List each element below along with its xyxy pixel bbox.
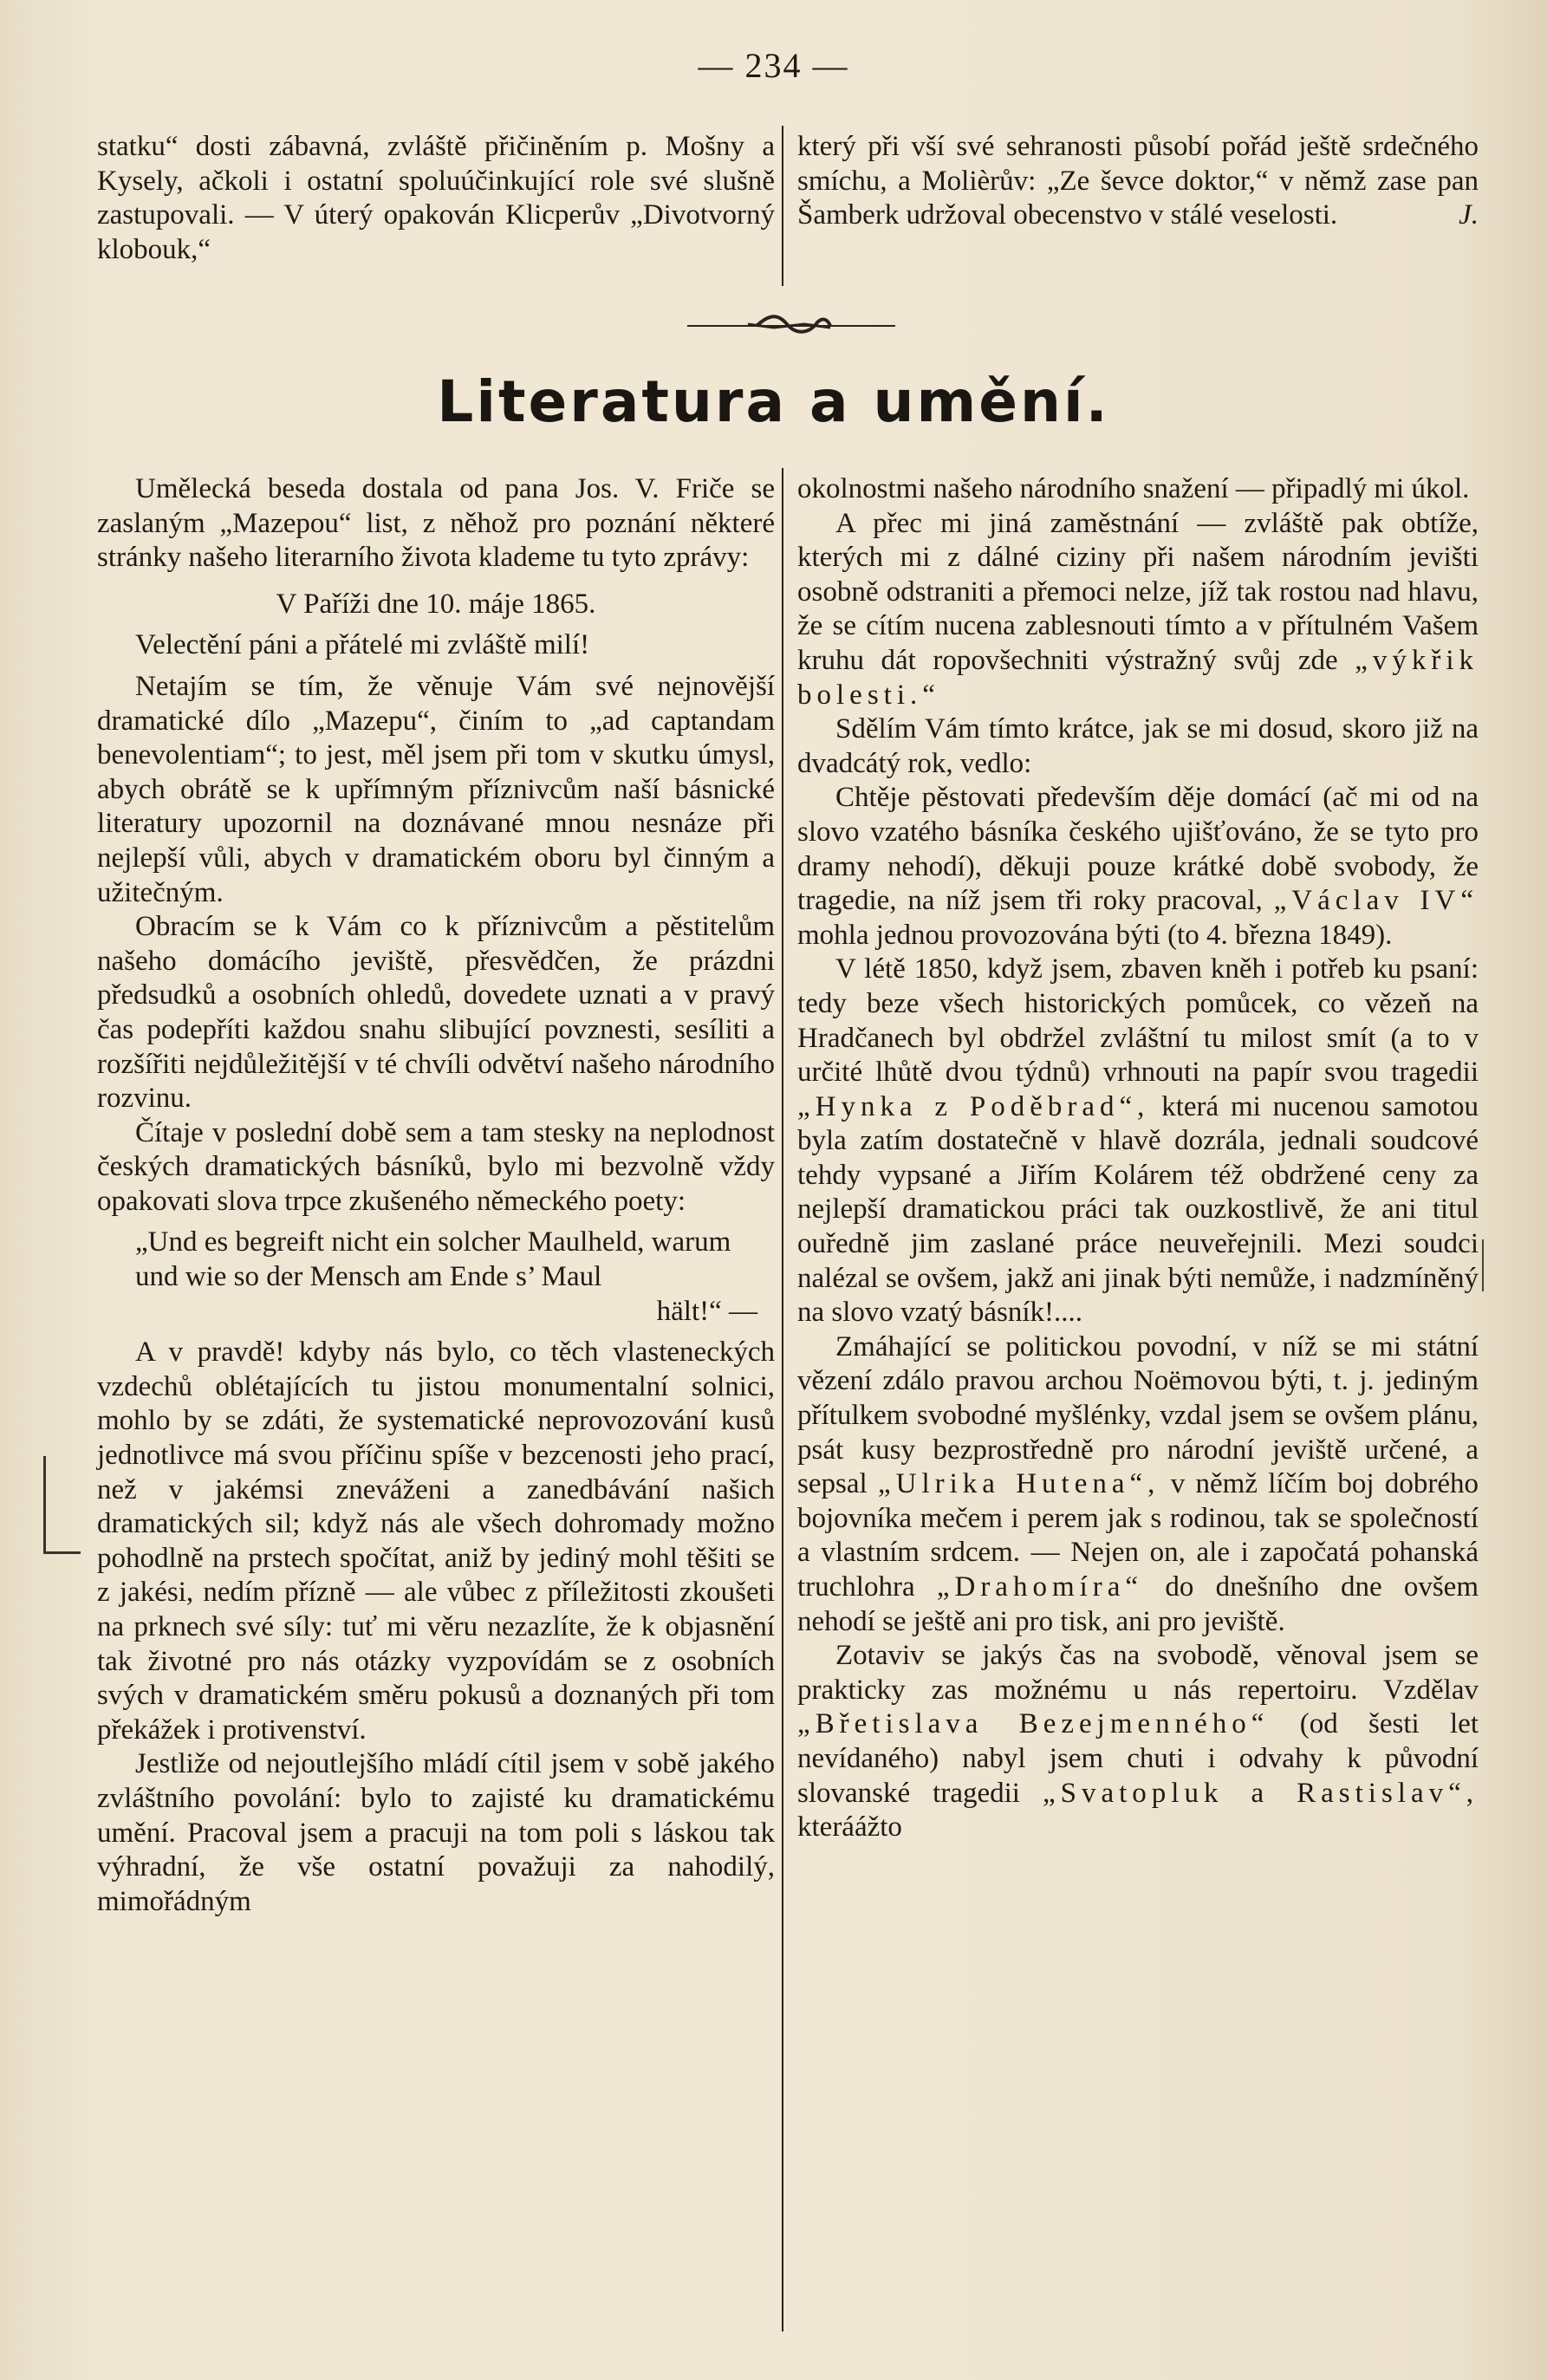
- paragraph: Netajím se tím, že věnuje Vám své nejnovější dramatické dílo „Mazepu“, činím to „ad captandam benevolentiam“; to jest, měl jsem při tom v skutku úmysl, abych obrátě se k upřímným příznivcům naší básnické literatury upozornil na doznávané mnou nesnáze při nejlepší vůli, abych v dramatickém oboru byl činným a užitečným.: [97, 670, 775, 908]
- top-left-text: statku“ dosti zábavná, zvláště přičiněním p. Mošny a Kysely, ačkoli i ostatní spoluúčinkující role své slušně zastupovali. — V úterý opakován Klicperův „Divotvorný klobouk,“: [97, 131, 775, 265]
- dateline: V Paříži dne 10. máje 1865.: [276, 588, 596, 620]
- german-quote: „Und es begreift nicht ein solcher Maulheld, warum und wie so der Mensch am Ende s’ Maul hält!“ —: [135, 1226, 757, 1327]
- play-title: „Břetislava Bezejmenného“: [797, 1708, 1270, 1740]
- paragraph: okolnostmi našeho národního snažení — připadlý mi úkol.: [797, 473, 1470, 504]
- top-left-column: [97, 130, 775, 267]
- main-column-divider: [782, 468, 783, 2331]
- margin-bracket-mark: [1461, 1239, 1484, 1291]
- page-number: — 234 —: [698, 46, 849, 85]
- paragraph: Obracím se k Vám co k příznivcům a pěstitelům našeho domácího jeviště, přesvědčen, že prázdni předsudků a osobních ohledů, dovedete uznati a v pravý čas podepříti každou snahu slibující povznesti, sesíliti a rozšířiti nejdůležitější v té chvíli odvětví našeho národního rozvinu.: [97, 911, 775, 1115]
- signature: J.: [1459, 199, 1479, 231]
- paragraph: Jestliže od nejoutlejšího mládí cítil jsem v sobě jakého zvláštního povolání: bylo to zajisté ku dramatickému umění. Pracoval jsem a pracuji na tom poli s láskou tak výhradní, že vše ostatní považuji za nahodilý, mimořádným: [97, 1748, 775, 1917]
- margin-bracket-mark: [43, 1456, 81, 1554]
- ornament-divider: [687, 312, 895, 338]
- top-column-divider: [782, 126, 783, 286]
- section-heading: Literatura a umění.: [437, 368, 1110, 435]
- paragraph: Sdělím Vám tímto krátce, jak se mi dosud, skoro již na dvadcátý rok, vedlo:: [797, 713, 1479, 779]
- right-column: [797, 472, 1479, 1845]
- paragraph: Zotaviv se jakýs čas na svobodě, věnoval jsem se prakticky zas možnému u nás repertoiru. Vzdělav „Břetislava Bezejmenného“ (od šesti let nevídaného) nabyl jsem chuti i odvahy k původní slovanské tragedii „Svatopluk a Rastislav“, kteráážto: [797, 1640, 1479, 1844]
- top-right-column: [797, 130, 1479, 233]
- paragraph: A v pravdě! kdyby nás bylo, co těch vlasteneckých vzdechů oblétajících tu jistou monumentalní solnici, mohlo by se zdáti, že systematické neprovozování kusů jednotlivce má svou příčinu spíše v bezcenosti jeho prací, než v jakémsi zneváženi a zanedbávání našich dramatických sil; když nás ale všech dohromady možno pohodlně na prstech spočítat, aniž by jediný mohl těšiti se z jakési, nedím přízně — ale vůbec z příležitosti zkoušeti na prknech své síly: tuť mi věru nezazlíte, že k objasnění tak životné pro nás otázky vyzpovídám se z osobních svých v dramatickém směru pokusů a doznaných při tom překážek i protivenství.: [97, 1336, 775, 1746]
- paragraph: Chtěje pěstovati především děje domácí (ač mi od na slovo vzatého básníka českého ujišťováno, že se tyto pro dramy nehodí), děkuji pouze krátké době svobody, že tragedie, na níž jsem tři roky pracoval, „Václav IV“ mohla jednou provozována býti (to 4. března 1849).: [797, 782, 1479, 951]
- paragraph: Zmáhající se politickou povodní, v níž se mi státní vězení zdálo pravou archou Noëmovou býti, t. j. jediným přítulkem svobodné myšlénky, vzdal jsem se ovšem plánu, psát kusy bezprostředně pro národní jeviště určené, a sepsal „Ulrika Hutena“, v němž líčím boj dobrého bojovníka mečem i perem jak s rodinou, tak se společností a vlastním srdcem. — Nejen on, ale i započatá pohanská truchlohra „Drahomíra“ do dnešního dne ovšem nehodí se ještě ani pro tisk, ani pro jeviště.: [797, 1330, 1479, 1637]
- top-right-text: který při vší své sehranosti působí pořád ještě srdečného smíchu, a Molièrův: „Ze ševce doktor,“ v němž zase pan Šamberk udržoval obecenstvo v stálé veselosti. J.: [797, 130, 1479, 233]
- spaced-quote: „výkřik bolesti.“: [797, 644, 1479, 711]
- left-column: [97, 472, 775, 1919]
- play-title: „Svatopluk a Rastislav“,: [1042, 1777, 1479, 1809]
- play-title: „Václav IV“: [1273, 885, 1479, 917]
- greeting: Velectění páni a přátelé mi zvláště milí!: [135, 629, 590, 661]
- play-title: „Drahomíra“: [936, 1571, 1144, 1603]
- paragraph: Čítaje v poslední době sem a tam stesky na neplodnost českých dramatických básníků, bylo mi bezvolně vždy opakovati slova trpce zkušeného německého poety:: [97, 1116, 775, 1217]
- paragraph: A přec mi jiná zaměstnání — zvláště pak obtíže, kterých mi z dálné ciziny při našem národním jevišti osobně odstraniti a přemoci nelze, jíž tak rostou nad hlavu, že se cítím nucena zablesnouti tímto a v přítulném Vašem kruhu dát ropovšechniti výstražný svůj zde „výkřik bolesti.“: [797, 507, 1479, 711]
- play-title: „Ulrika Hutena“,: [877, 1468, 1160, 1500]
- paragraph: V létě 1850, když jsem, zbaven kněh i potřeb ku psaní: tedy beze všech historických pomůcek, co vězeň na Hradčanech byl obdržel zvláštní tu milost smít (a to v určité lhůtě dvou týdnů) vrhnouti na papír svou tragedii „Hynka z Poděbrad“, která mi nucenou samotou byla zatím dostatečně v hlavě dozrála, jednali soudcové tehdy vypsané a Jiřím Kolárem též obdržené ceny za nejlepší dramatickou práci tak ouzkostlivě, že ani titul ouředně jim zaslané práce neuveřejnili. Mezi soudci nalézal se ovšem, jakž ani jinak býti nemůže, i nadzmíněný na slovo vzatý básník!....: [797, 953, 1479, 1329]
- play-title: „Hynka z Poděbrad“,: [797, 1090, 1150, 1122]
- intro-paragraph: Umělecká beseda dostala od pana Jos. V. Friče se zaslaným „Mazepou“ list, z něhož pro poznání některé stránky našeho literarního života klademe tu tyto zprávy:: [97, 473, 775, 574]
